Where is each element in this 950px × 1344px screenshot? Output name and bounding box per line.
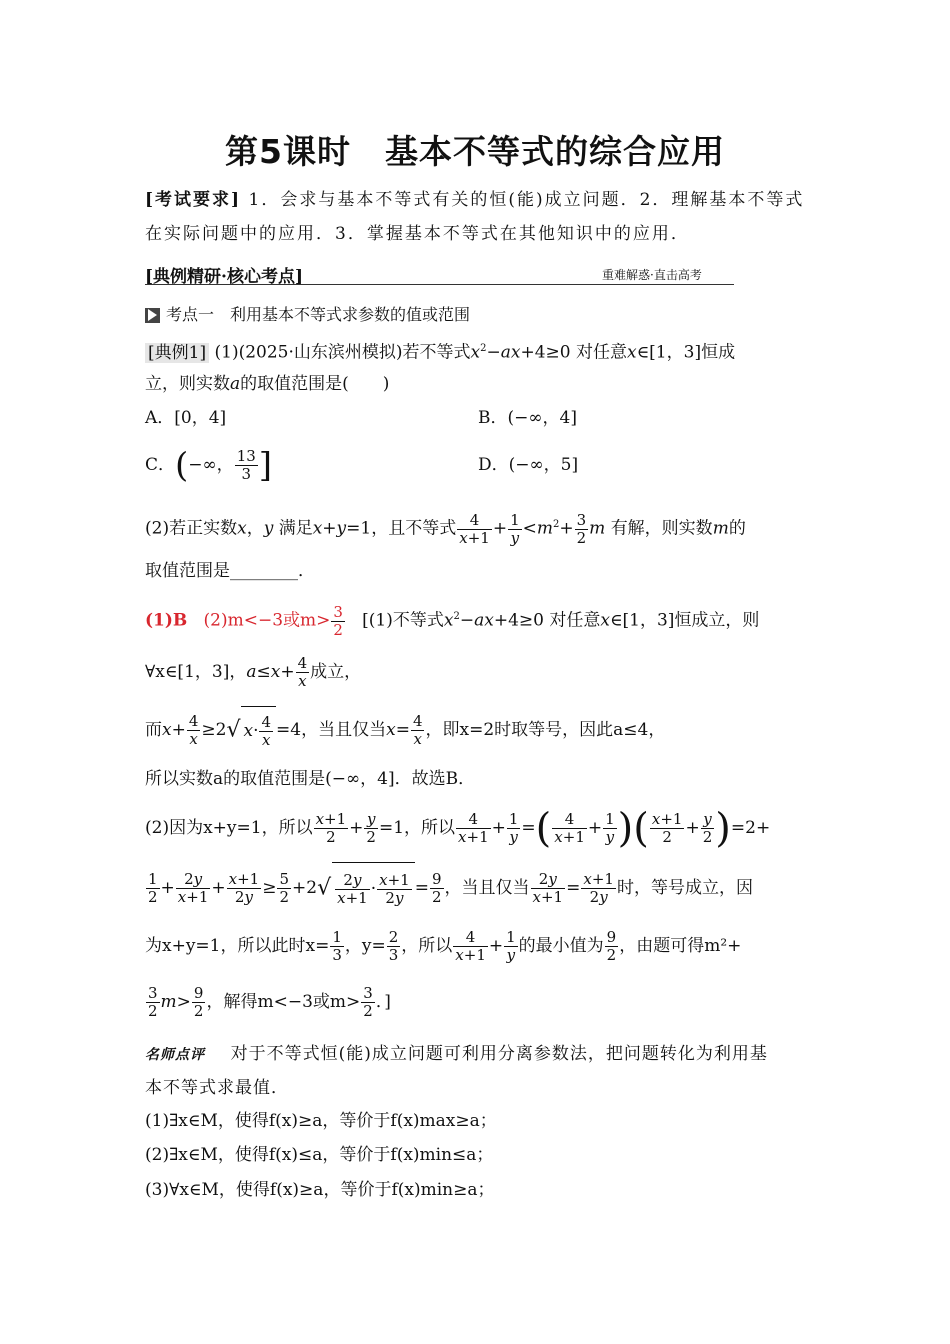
q2-mid: 满足: [278, 518, 313, 539]
option-a: A．[0，4]: [145, 408, 227, 428]
solution-3a: 而: [145, 720, 162, 740]
section-subtitle: 重难解惑·直击高考: [602, 268, 702, 282]
solution-3c: ，即x=2时取等号，因此a≤4，: [425, 720, 666, 740]
option-d: D．(−∞，5]: [478, 455, 579, 475]
requirement-line-2: 在实际问题中的应用．3．掌握基本不等式在其他知识中的应用．: [145, 224, 690, 244]
q1-intro: (1)(2025·山东滨州模拟)若不等式: [214, 342, 471, 363]
answer-2: (2)m<−3或m>: [203, 610, 331, 631]
comment-item-1: (1)∃x∈M，使得f(x)≥a，等价于f(x)max≥a；: [145, 1111, 497, 1131]
comment-item-2: (2)∃x∈M，使得f(x)≤a，等价于f(x)min≤a；: [145, 1145, 494, 1165]
q1-end: 恒成: [701, 342, 736, 363]
solution-3b: ，当且仅当: [301, 720, 387, 740]
requirement-line-1: [145, 188, 804, 212]
solution-1b: 对任意: [549, 610, 601, 631]
requirement-label: [考试要求]: [145, 190, 242, 210]
q2-cond: ，且不等式: [371, 518, 457, 539]
example-line-1: [典例1] (1)(2025·山东滨州模拟)若不等式$x^2-ax+4\ge 0$ 对任意x∈[1，3]恒成: [145, 337, 735, 365]
solution-1c: 恒成立，则: [674, 610, 760, 631]
solution-6b: ，当且仅当: [444, 878, 530, 898]
q2-line-2: 取值范围是________．: [145, 561, 315, 581]
comment-text-1: 对于不等式恒(能)成立问题可利用分离参数法，把问题转化为利用基: [230, 1044, 768, 1064]
q1-line2b: 的取值范围是( ): [240, 374, 390, 394]
point-heading: [145, 303, 470, 327]
answer-line-6: $\frac{1}{2}$ + $\frac{2y}{x+1}$ + $\frac{x+1}{2y}$ ≥ $\frac{5}{2}$ +2√ $\frac{2y}{x+1}$ · $\frac{x+1}{2y}$ = $\frac{9}{2}$ ，当且仅当 $\frac{2y}{x+1}$ = $\frac{x+1}{2y}$ 时，等号成立，因: [145, 862, 753, 914]
solution-2a: ∀x∈[1，3]，: [145, 662, 247, 682]
answer-1: (1)B: [145, 610, 188, 631]
solution-5a: (2)因为x+y=1，所以: [145, 818, 313, 838]
solution-7d: 的最小值为: [518, 936, 604, 956]
example-line-2: 立，则实数a的取值范围是( ): [145, 374, 390, 394]
solution-5b: =1，所以: [378, 818, 456, 838]
solution-8a: ，解得m<−3或m>: [206, 992, 361, 1012]
solution-6c: 时，等号成立，因: [616, 878, 753, 898]
q1-line2: 立，则实数: [145, 374, 230, 394]
solution-7c: ，所以: [401, 936, 453, 956]
example-label: [典例1]: [145, 343, 209, 363]
q1-cond: 对任意: [576, 342, 627, 363]
comment-item-3: (3)∀x∈M，使得f(x)≥a，等价于f(x)min≥a；: [145, 1180, 495, 1200]
q2-line-1: (2)若正实数x，y 满足x+y=1，且不等式 $\frac{4}{x+1}$ + $\frac{1}{y}$ $<m^2+$ $\frac{3}{2}$ m 有解，则实数m的: [145, 510, 746, 547]
answer-line-8: $\frac{3}{2}$ m> $\frac{9}{2}$ ，解得m<−3或m> $\frac{3}{2}$ ．]: [148, 984, 391, 1020]
solution-2b: 成立，: [310, 662, 362, 682]
comment-badge: 名师点评: [145, 1047, 205, 1063]
solution-8b: ．]: [375, 992, 391, 1012]
solution-7e: ，由题可得m²+: [619, 936, 742, 956]
solution-7b: ，y=: [344, 936, 386, 956]
answer-line-3: 而x+ $\frac{4}{x}$ ≥2√ x· $\frac{4}{x}$ =4，当且仅当x= $\frac{4}{x}$ ，即x=2时取等号，因此a≤4，: [145, 706, 665, 754]
q2-end2: 的: [728, 518, 746, 539]
section-title: [典例精研·核心考点]: [145, 267, 304, 287]
play-triangle-icon: [145, 308, 160, 323]
solution-7a: 为x+y=1，所以此时x=: [145, 936, 330, 956]
answer-line-7: 为x+y=1，所以此时x= $\frac{1}{3}$ ，y= $\frac{2}{3}$ ，所以 $\frac{4}{x+1}$ + $\frac{1}{y}$ 的最小值为 $\frac{9}{2}$ ，由题可得m²+: [145, 928, 742, 964]
option-c-prefix: C．: [145, 455, 176, 475]
option-b: B．(−∞，4]: [478, 408, 577, 428]
q2-end: 有解，则实数: [610, 518, 713, 539]
requirement-text-1: 1．会求与基本不等式有关的恒(能)成立问题．2．理解基本不等式: [248, 190, 805, 210]
comment-line-2: 本不等式求最值．: [145, 1078, 289, 1098]
answer-line-5: (2)因为x+y=1，所以 $\frac{x+1}{2}$ + $\frac{y}{2}$ =1，所以 $\frac{4}{x+1}$ + $\frac{1}{y}$ =( $\frac{4}{x+1}$ + $\frac{1}{y}$ )( $\frac{x+1}{2}$ + $\frac{y}{2}$ )=2+: [145, 805, 771, 852]
q2-intro: (2)若正实数: [145, 518, 238, 539]
page-title: 第5课时 基本不等式的综合应用: [225, 132, 725, 171]
answer-line-1: (1)B (2)m<−3或m> $\frac{3}{2}$ [(1)不等式$x^2-ax+4\ge 0$ 对任意x∈[1，3]恒成立，则: [145, 602, 760, 639]
comment-line-1: [145, 1042, 768, 1067]
option-c: C．(−∞， $\frac{13}{3}$ ]: [145, 445, 273, 486]
solution-1: [(1)不等式: [362, 610, 444, 631]
section-divider: [145, 284, 734, 285]
point-heading-text: 考点一 利用基本不等式求参数的值或范围: [166, 305, 471, 324]
answer-line-4: 所以实数a的取值范围是(−∞，4]．故选B．: [145, 769, 476, 789]
answer-line-2: ∀x∈[1，3]，a≤x+ $\frac{4}{x}$ 成立，: [145, 654, 362, 690]
